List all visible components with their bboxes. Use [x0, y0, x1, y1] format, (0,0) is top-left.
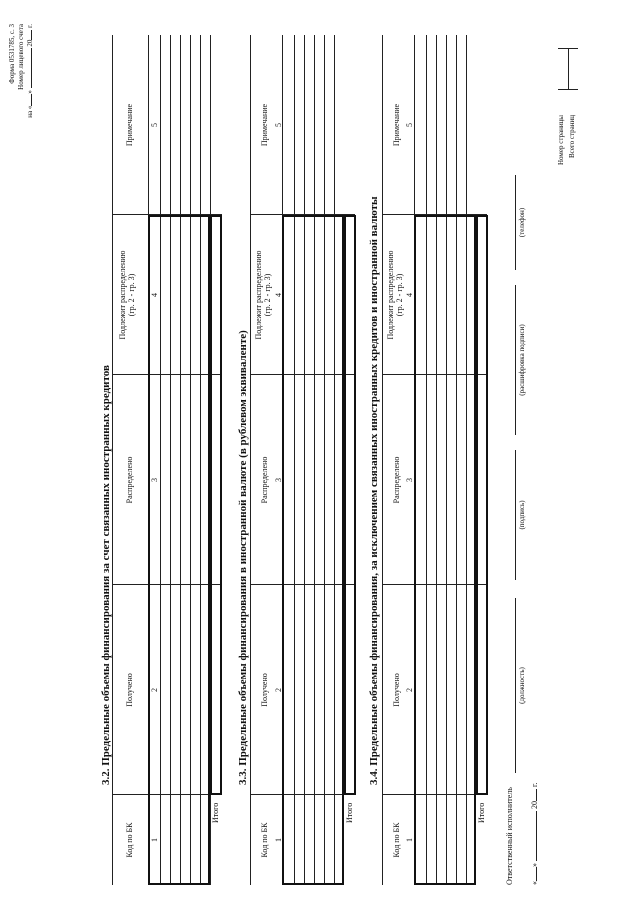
- col-number-5: 5: [405, 123, 414, 127]
- total-row-3-2: [210, 215, 222, 795]
- data-area-3-3: [282, 215, 344, 885]
- form-header-block: [8, 24, 35, 118]
- col-header-kbk: Код по БК: [392, 822, 401, 858]
- col-number-3: 3: [150, 478, 159, 482]
- col-header-to-distribute: Подлежит распределению (гр. 2 - гр. 3): [254, 250, 272, 340]
- form-code: Форма 0531785, с. 3: [8, 24, 16, 84]
- executor-label: Ответственный исполнитель: [505, 787, 514, 885]
- total-pages-label: Всего страниц: [568, 114, 576, 158]
- total-label-3-4: Итого: [477, 802, 486, 823]
- col-header-note: Примечание: [260, 103, 269, 147]
- phone-line: [515, 175, 516, 270]
- col-header-received: Получено: [260, 673, 269, 707]
- col-number-2: 2: [150, 688, 159, 692]
- col-header-received: Получено: [392, 673, 401, 707]
- section-title-3-2: 3.2. Предельные объемы финансирования за счет связанных иностранных кредитов: [100, 365, 112, 785]
- col-number-1: 1: [405, 838, 414, 842]
- col-header-note: Примечание: [125, 103, 134, 147]
- col-number-3: 3: [274, 478, 283, 482]
- page-number-label: Номер страницы: [557, 114, 565, 165]
- col-header-to-distribute: Подлежит распределению (гр. 2 - гр. 3): [386, 250, 404, 340]
- col-header-distributed: Распределено: [392, 456, 401, 504]
- page-count-block: [556, 115, 578, 165]
- section-title-3-3: 3.3. Предельные объемы финансирования в иностранной валюте (в рублевом эквиваленте): [237, 330, 249, 785]
- total-label-3-2: Итого: [211, 802, 220, 823]
- date-line: на «» 20 г.: [26, 24, 34, 118]
- col-number-2: 2: [405, 688, 414, 692]
- col-header-kbk: Код по БК: [260, 822, 269, 858]
- col-number-1: 1: [274, 838, 283, 842]
- col-number-4: 4: [150, 293, 159, 297]
- col-number-5: 5: [150, 123, 159, 127]
- col-header-distributed: Распределено: [260, 456, 269, 504]
- data-area-3-4: [414, 215, 476, 885]
- col-number-5: 5: [274, 123, 283, 127]
- signature-caption: (подпись): [518, 500, 526, 530]
- col-header-received: Получено: [125, 673, 134, 707]
- signature-line: [515, 450, 516, 580]
- col-header-to-distribute: Подлежит распределению (гр. 2 - гр. 3): [118, 250, 136, 340]
- col-header-kbk: Код по БК: [125, 822, 134, 858]
- total-row-3-3: [344, 215, 356, 795]
- col-header-distributed: Распределено: [125, 456, 134, 504]
- total-label-3-3: Итого: [345, 802, 354, 823]
- col-number-2: 2: [274, 688, 283, 692]
- decoding-caption: (расшифровка подписи): [518, 324, 526, 396]
- decoding-line: [515, 285, 516, 435]
- col-number-1: 1: [150, 838, 159, 842]
- col-header-note: Примечание: [392, 103, 401, 147]
- account-number-label: Номер лицевого счета: [17, 24, 25, 90]
- total-row-3-4: [476, 215, 488, 795]
- col-number-3: 3: [405, 478, 414, 482]
- section-title-3-4: 3.4. Предельные объемы финансирования, за исключением связанных иностранных кредитов и иностранной валюты: [368, 196, 380, 785]
- footer-date: «» 20 г.: [530, 782, 539, 885]
- phone-caption: (телефон): [518, 207, 526, 238]
- position-caption: (должность): [518, 667, 526, 704]
- page-count-boxes: [558, 48, 578, 90]
- position-line: [515, 598, 516, 773]
- col-number-4: 4: [405, 293, 414, 297]
- data-area-3-2: [148, 215, 210, 885]
- col-number-4: 4: [274, 293, 283, 297]
